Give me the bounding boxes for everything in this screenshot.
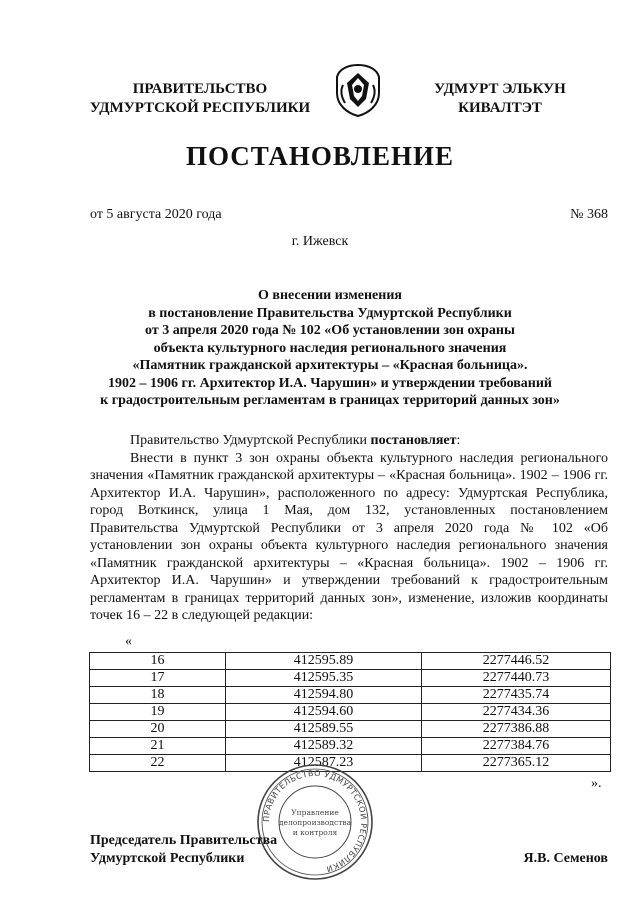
coordinates-table: [89, 652, 611, 772]
x-coordinate-cell: 412595.89: [226, 653, 422, 670]
table-row: [90, 670, 611, 687]
y-coordinate-cell: 2277440.73: [422, 670, 611, 687]
signatory-position-line1: Председатель Правительства: [90, 833, 278, 848]
subject-line: О внесении изменения: [258, 288, 402, 303]
subject-line: к градостроительным регламентам в границах территорий данных зон»: [100, 393, 560, 408]
y-coordinate-cell: 2277365.12: [422, 755, 611, 772]
stamp-center-line1: Управление: [291, 808, 339, 817]
point-number-cell: 16: [90, 653, 226, 670]
point-number-cell: 18: [90, 687, 226, 704]
subject-line: в постановление Правительства Удмуртской Республики: [148, 305, 512, 321]
point-number-cell: 22: [90, 755, 226, 772]
x-coordinate-cell: 412587.23: [226, 755, 422, 772]
intro-verb: постановляет: [370, 433, 457, 448]
table-row: [90, 653, 611, 670]
point-number-cell: 21: [90, 738, 226, 755]
table-row: [90, 687, 611, 704]
signatory-name: Я.В. Семенов: [523, 851, 608, 866]
document-subject: [60, 287, 600, 410]
stamp-center-line3: и контроля: [292, 828, 338, 837]
x-coordinate-cell: 412589.55: [226, 721, 422, 738]
document-city: г. Ижевск: [291, 234, 349, 249]
document-date: от 5 августа 2020 года: [90, 207, 222, 222]
subject-line: объекта культурного наследия регионального значения: [153, 340, 507, 356]
y-coordinate-cell: 2277446.52: [422, 653, 611, 670]
y-coordinate-cell: 2277435.74: [422, 687, 611, 704]
x-coordinate-cell: 412594.60: [226, 704, 422, 721]
y-coordinate-cell: 2277386.88: [422, 721, 611, 738]
table-row: [90, 738, 611, 755]
x-coordinate-cell: 412589.32: [226, 738, 422, 755]
main-paragraph: Внести в пункт 3 зон охраны объекта культурного наследия регионального значения «Памятник гражданской архитектуры – «Красная больница». 1902 – 1906 гг. Архитектор И.А. Чарушин», расположенного по адресу: Удмуртская Республика, город Воткинск, улица 1 Мая, дом 132, установленных постановлением Правительства Удмуртской Республики от 3 апреля 2020 года № 102 «Об установлении зон охраны объекта культурного наследия регионального значения «Памятник гражданской архитектуры – «Красная больница». 1902 – 1906 гг. Архитектор И.А. Чарушин» и утверждении требований к градостроительным регламентам в границах территорий данных зон», изменение, изложив координаты точек 16 – 22 в следующей редакции:: [90, 450, 608, 623]
org-name-udmurt: [400, 80, 600, 118]
org-name-udmurt-line1: УДМУРТ ЭЛЬКУН: [434, 81, 566, 97]
close-quote: ».: [591, 776, 602, 791]
table-row: [90, 721, 611, 738]
signatory-position: [90, 832, 277, 868]
org-name-russian-line1: ПРАВИТЕЛЬСТВО: [132, 81, 268, 97]
open-quote: «: [125, 634, 132, 649]
point-number-cell: 17: [90, 670, 226, 687]
intro-text: Правительство Удмуртской Республики: [130, 433, 371, 448]
subject-line: от 3 апреля 2020 года № 102 «Об установлении зон охраны: [145, 323, 515, 338]
subject-line: «Памятник гражданской архитектуры – «Красная больница».: [132, 358, 528, 373]
point-number-cell: 19: [90, 704, 226, 721]
document-body: [90, 432, 608, 625]
stamp-ring-text: ПРАВИТЕЛЬСТВО УДМУРТСКОЙ РЕСПУБЛИКИ: [261, 768, 369, 874]
coat-of-arms-emblem: [333, 63, 383, 118]
org-name-udmurt-line2: КИВАЛТЭТ: [458, 100, 542, 116]
subject-line: 1902 – 1906 гг. Архитектор И.А. Чарушин» и утверждении требований: [108, 375, 552, 391]
stamp-center-line2: делопроизводства: [278, 818, 352, 827]
x-coordinate-cell: 412595.35: [226, 670, 422, 687]
point-number-cell: 20: [90, 721, 226, 738]
org-name-russian-line2: УДМУРТСКОЙ РЕСПУБЛИКИ: [89, 100, 311, 116]
org-name-russian: [70, 80, 330, 118]
document-title: ПОСТАНОВЛЕНИЕ: [185, 141, 455, 171]
document-number: № 368: [570, 207, 608, 222]
intro-paragraph: [90, 432, 608, 450]
signatory-position-line2: Удмуртской Республики: [90, 851, 245, 866]
table-row: [90, 704, 611, 721]
y-coordinate-cell: 2277434.36: [422, 704, 611, 721]
y-coordinate-cell: 2277384.76: [422, 738, 611, 755]
x-coordinate-cell: 412594.80: [226, 687, 422, 704]
intro-colon: :: [456, 433, 461, 448]
